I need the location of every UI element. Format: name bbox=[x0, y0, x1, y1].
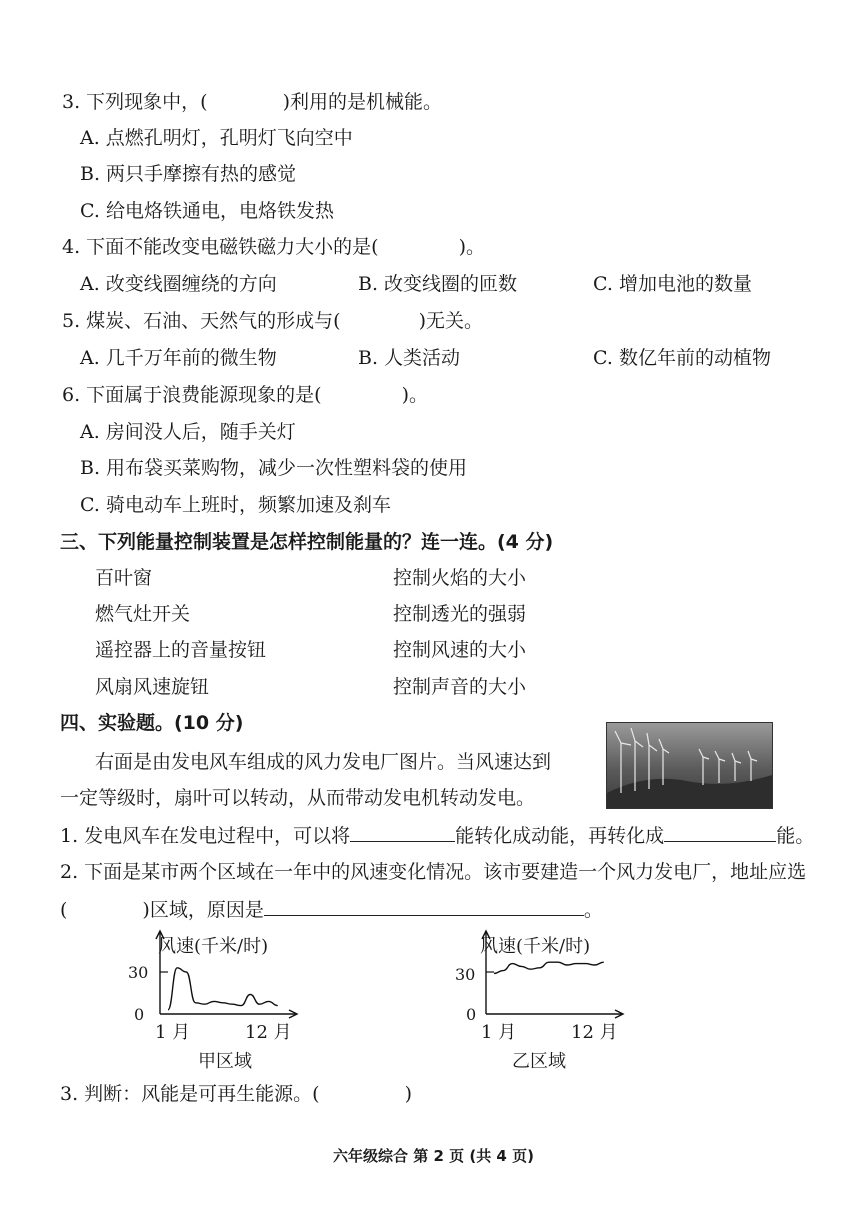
q3-option-a: A. 点燃孔明灯，孔明灯飞向空中 bbox=[80, 127, 353, 149]
p2-reason-blank[interactable] bbox=[264, 897, 584, 916]
chart-b-ytick-30: 30 bbox=[455, 965, 476, 984]
match-right-4[interactable]: 控制声音的大小 bbox=[393, 676, 527, 698]
chart-b-series-line bbox=[494, 962, 604, 973]
q5-stem: 5. 煤炭、石油、天然气的形成与( )无关。 bbox=[62, 310, 484, 332]
q6-option-a: A. 房间没人后，随手关灯 bbox=[80, 421, 296, 443]
section4-title: 四、实验题。(10 分) bbox=[60, 712, 244, 734]
p3-text: 3. 判断：风能是可再生能源。( ) bbox=[60, 1083, 413, 1105]
q6-option-c: C. 骑电动车上班时，频繁加速及刹车 bbox=[80, 494, 391, 516]
chart-a bbox=[148, 930, 318, 1040]
p1-text: 1. 发电风车在发电过程中，可以将 能转化成动能，再转化成 能。 bbox=[60, 825, 815, 847]
q3-stem: 3. 下列现象中，( )利用的是机械能。 bbox=[62, 91, 443, 113]
q5-option-a: A. 几千万年前的微生物 bbox=[80, 347, 277, 369]
match-left-3[interactable]: 遥控器上的音量按钮 bbox=[95, 639, 267, 661]
chart-b-ytick-0: 0 bbox=[466, 1005, 477, 1024]
q4-option-c: C. 增加电池的数量 bbox=[593, 273, 752, 295]
match-left-4[interactable]: 风扇风速旋钮 bbox=[95, 676, 210, 698]
chart-a-series-line bbox=[168, 968, 278, 1010]
q4-option-b: B. 改变线圈的匝数 bbox=[358, 273, 518, 295]
match-right-3[interactable]: 控制风速的大小 bbox=[393, 639, 527, 661]
chart-b-xtick-end: 12 月 bbox=[571, 1022, 618, 1043]
chart-b-ylabel: 风速(千米/时) bbox=[480, 936, 591, 957]
q4-option-a: A. 改变线圈缠绕的方向 bbox=[80, 273, 277, 295]
match-right-2[interactable]: 控制透光的强弱 bbox=[393, 603, 527, 625]
chart-b-title: 乙区域 bbox=[512, 1051, 566, 1072]
q3-option-c: C. 给电烙铁通电，电烙铁发热 bbox=[80, 200, 334, 222]
q5-option-c: C. 数亿年前的动植物 bbox=[593, 347, 771, 369]
match-right-1[interactable]: 控制火焰的大小 bbox=[393, 567, 527, 589]
q6-stem: 6. 下面属于浪费能源现象的是( )。 bbox=[62, 384, 429, 406]
chart-b bbox=[474, 930, 644, 1040]
chart-a-ytick-0: 0 bbox=[134, 1005, 145, 1024]
q5-option-b: B. 人类活动 bbox=[358, 347, 461, 369]
page-footer: 六年级综合 第 2 页 (共 4 页) bbox=[333, 1147, 534, 1165]
chart-a-xtick-end: 12 月 bbox=[245, 1022, 292, 1043]
p2-text-line2: ( )区域，原因是 。 bbox=[60, 899, 603, 921]
section3-title: 三、下列能量控制装置是怎样控制能量的？连一连。(4 分) bbox=[60, 531, 554, 553]
chart-b-xtick-start: 1 月 bbox=[481, 1022, 517, 1043]
wind-farm-photo bbox=[606, 722, 773, 809]
section4-intro-line2: 一定等级时，扇叶可以转动，从而带动发电机转动发电。 bbox=[60, 787, 536, 809]
chart-a-ylabel: 风速(千米/时) bbox=[158, 936, 269, 957]
p2-text-line1: 2. 下面是某市两个区域在一年中的风速变化情况。该市要建造一个风力发电厂，地址应选 bbox=[60, 861, 807, 883]
match-left-1[interactable]: 百叶窗 bbox=[95, 567, 153, 589]
q4-stem: 4. 下面不能改变电磁铁磁力大小的是( )。 bbox=[62, 236, 486, 258]
chart-a-title: 甲区域 bbox=[198, 1051, 252, 1072]
chart-a-ytick-30: 30 bbox=[128, 963, 149, 982]
q3-option-b: B. 两只手摩擦有热的感觉 bbox=[80, 163, 297, 185]
match-left-2[interactable]: 燃气灶开关 bbox=[95, 603, 191, 625]
section4-intro-line1: 右面是由发电风车组成的风力发电厂图片。当风速达到 bbox=[95, 751, 552, 773]
p1-blank-1[interactable] bbox=[350, 823, 455, 842]
q6-option-b: B. 用布袋买菜购物，减少一次性塑料袋的使用 bbox=[80, 457, 468, 479]
chart-a-xtick-start: 1 月 bbox=[155, 1022, 191, 1043]
p1-blank-2[interactable] bbox=[664, 823, 776, 842]
